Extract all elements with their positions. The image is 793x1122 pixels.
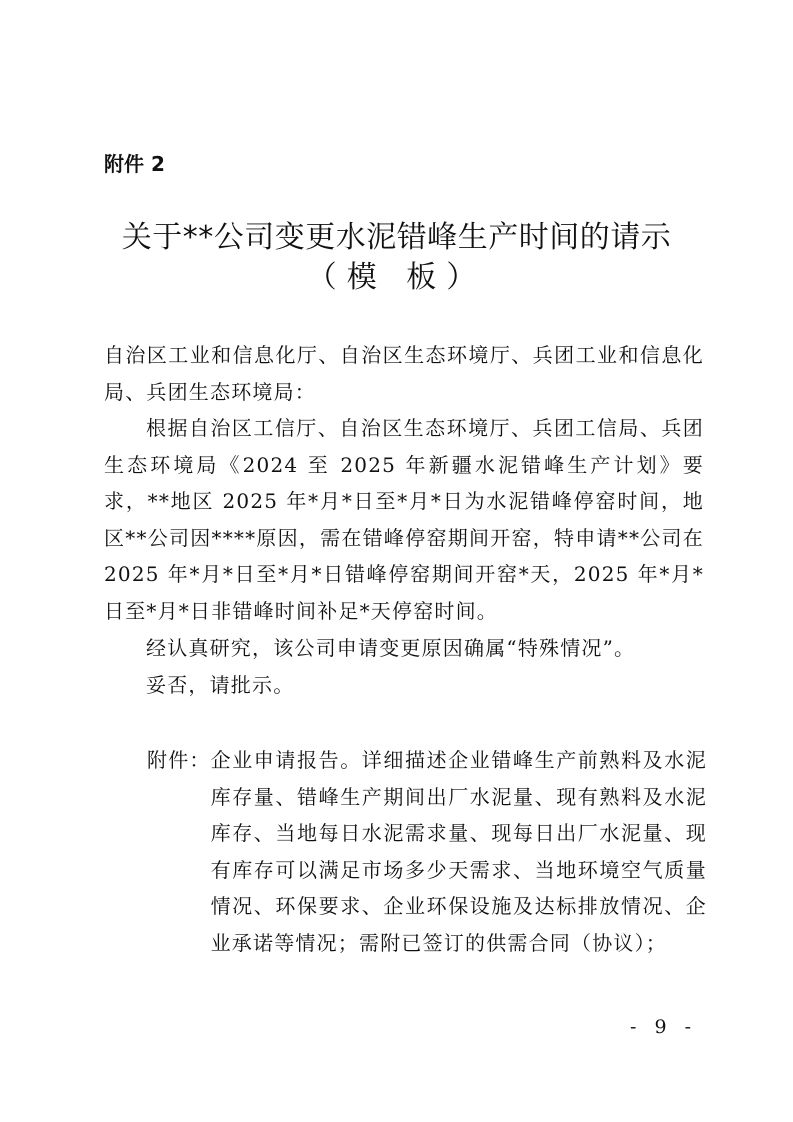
salutation-text: 自治区工业和信息化厅、自治区生态环境厅、兵团工业和信息化局、兵团生态环境局： [104, 343, 704, 404]
paragraph-study [104, 630, 704, 667]
document-subtitle-template: （模 板） [306, 260, 487, 295]
attachment-note-text: 企业申请报告。详细描述企业错峰生产前熟料及水泥库存量、错峰生产期间出厂水泥量、现有熟料及水泥库存、当地每日水泥需求量、现每日出厂水泥量、现有库存可以满足市场多少天需求、当地环境空气质量情况、环保要求、企业环保设施及达标排放情况、企业承诺等情况；需附已签订的供需合同（协议）； [210, 748, 707, 955]
attachment-note [147, 742, 707, 961]
attachment-note-lead: 附件： [147, 748, 211, 772]
paragraph-basis [104, 410, 704, 629]
paragraph-basis-text: 根据自治区工信厅、自治区生态环境厅、兵团工信局、兵团生态环境局《2024 至 2025 年新疆水泥错峰生产计划》要求，**地区 2025 年*月*日至*月*日为水泥错峰停窑时间，地区**公司因****原因，需在错峰停窑期间开窑，特申请**公司在 2025 年*月*日至*月*日错峰停窑期间开窑*天，2025 年*月*日至*月*日非错峰时间补足*天停窑时间。 [104, 416, 704, 623]
attachment-label: 附件 2 [104, 152, 165, 176]
document-title: 关于**公司变更水泥错峰生产时间的请示 [121, 220, 672, 255]
paragraph-close-text: 妥否，请批示。 [146, 673, 295, 697]
salutation [104, 337, 704, 410]
paragraph-study-text: 经认真研究，该公司申请变更原因确属“特殊情况”。 [146, 636, 636, 660]
page-number: - 9 - [629, 1016, 697, 1038]
paragraph-close [104, 667, 704, 704]
